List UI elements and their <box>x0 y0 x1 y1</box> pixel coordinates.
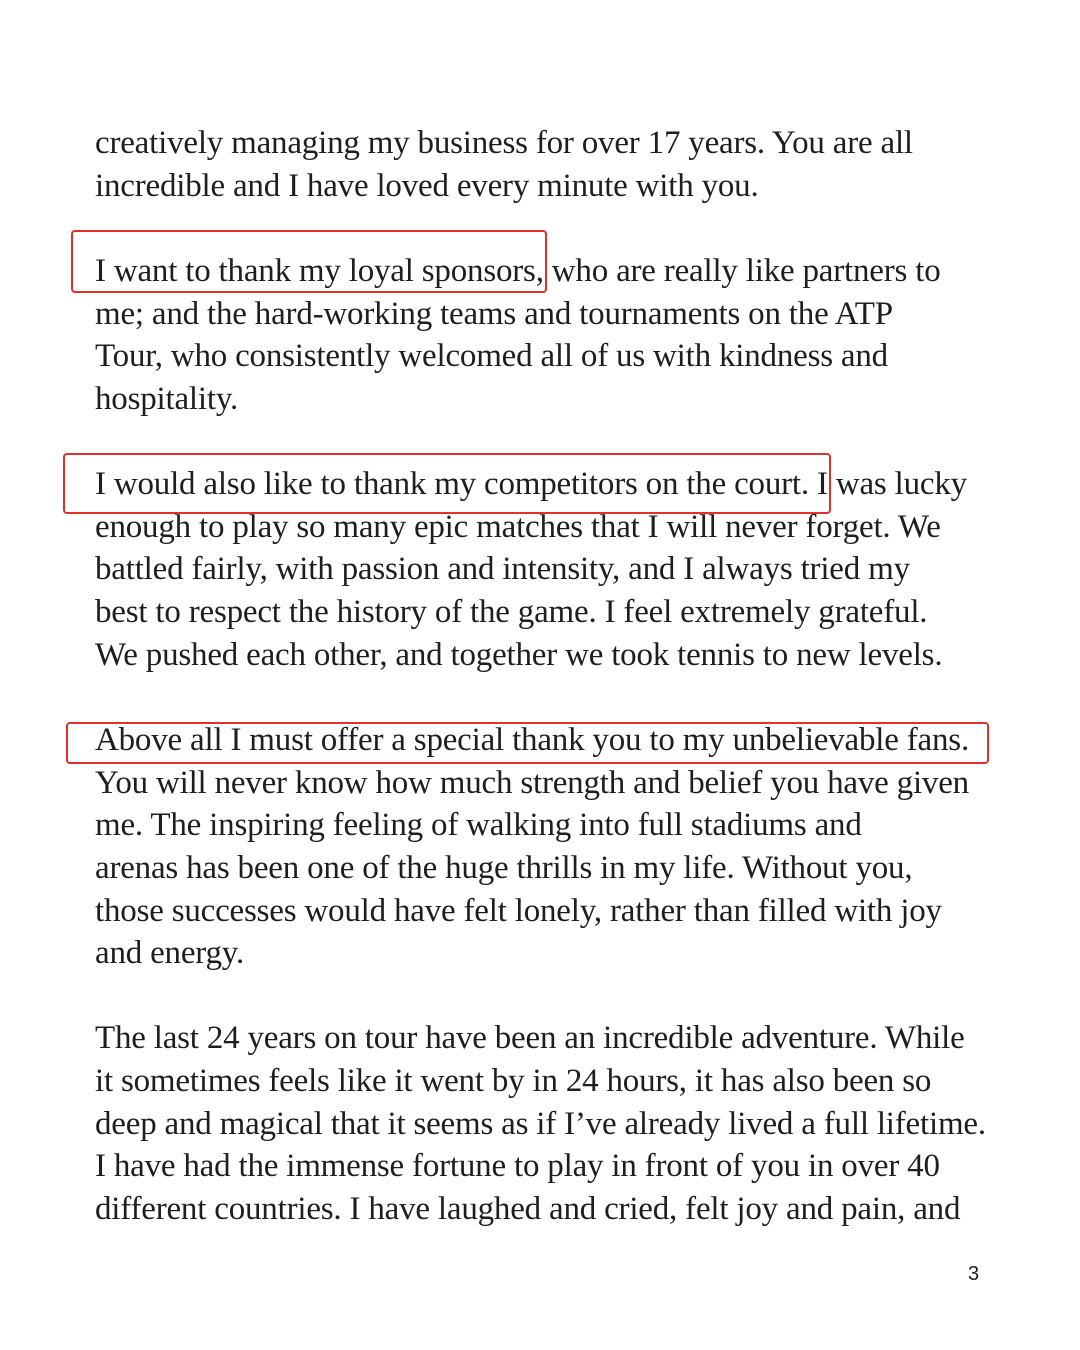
paragraph-2-line-1: I want to thank my loyal sponsors, who are really like partners to <box>95 253 941 289</box>
paragraph-4-line-4: arenas has been one of the huge thrills in my life. Without you, <box>95 850 913 886</box>
paragraph-3-line-2: enough to play so many epic matches that I will never forget. We <box>95 509 941 545</box>
paragraph-4-line-2: You will never know how much strength and belief you have given <box>95 765 969 801</box>
paragraph-5-line-2: it sometimes feels like it went by in 24 hours, it has also been so <box>95 1063 932 1099</box>
paragraph-4-line-5: those successes would have felt lonely, rather than filled with joy <box>95 893 942 929</box>
paragraph-4-line-3: me. The inspiring feeling of walking into full stadiums and <box>95 807 862 843</box>
paragraph-2-line-2: me; and the hard-working teams and tournaments on the ATP <box>95 296 893 332</box>
paragraph-5-line-3: deep and magical that it seems as if I’ve already lived a full lifetime. <box>95 1106 986 1142</box>
page-number: 3 <box>968 1263 980 1285</box>
paragraph-4-line-1: Above all I must offer a special thank you to my unbelievable fans. <box>95 722 969 758</box>
paragraph-5-line-1: The last 24 years on tour have been an incredible adventure. While <box>95 1020 965 1056</box>
paragraph-1-line-1: creatively managing my business for over 17 years. You are all <box>95 125 913 161</box>
paragraph-5-line-4: I have had the immense fortune to play in front of you in over 40 <box>95 1148 940 1184</box>
paragraph-1-line-2: incredible and I have loved every minute with you. <box>95 168 759 204</box>
paragraph-4-line-6: and energy. <box>95 935 244 971</box>
paragraph-2-line-4: hospitality. <box>95 381 239 417</box>
paragraph-3-line-5: We pushed each other, and together we took tennis to new levels. <box>95 637 943 673</box>
paragraph-3-line-4: best to respect the history of the game. I feel extremely grateful. <box>95 594 928 630</box>
paragraph-5-line-5: different countries. I have laughed and cried, felt joy and pain, and <box>95 1191 961 1227</box>
paragraph-3-line-1: I would also like to thank my competitors on the court. I was lucky <box>95 466 967 502</box>
paragraph-3-line-3: battled fairly, with passion and intensity, and I always tried my <box>95 551 910 587</box>
paragraph-2-line-3: Tour, who consistently welcomed all of us with kindness and <box>95 338 888 374</box>
